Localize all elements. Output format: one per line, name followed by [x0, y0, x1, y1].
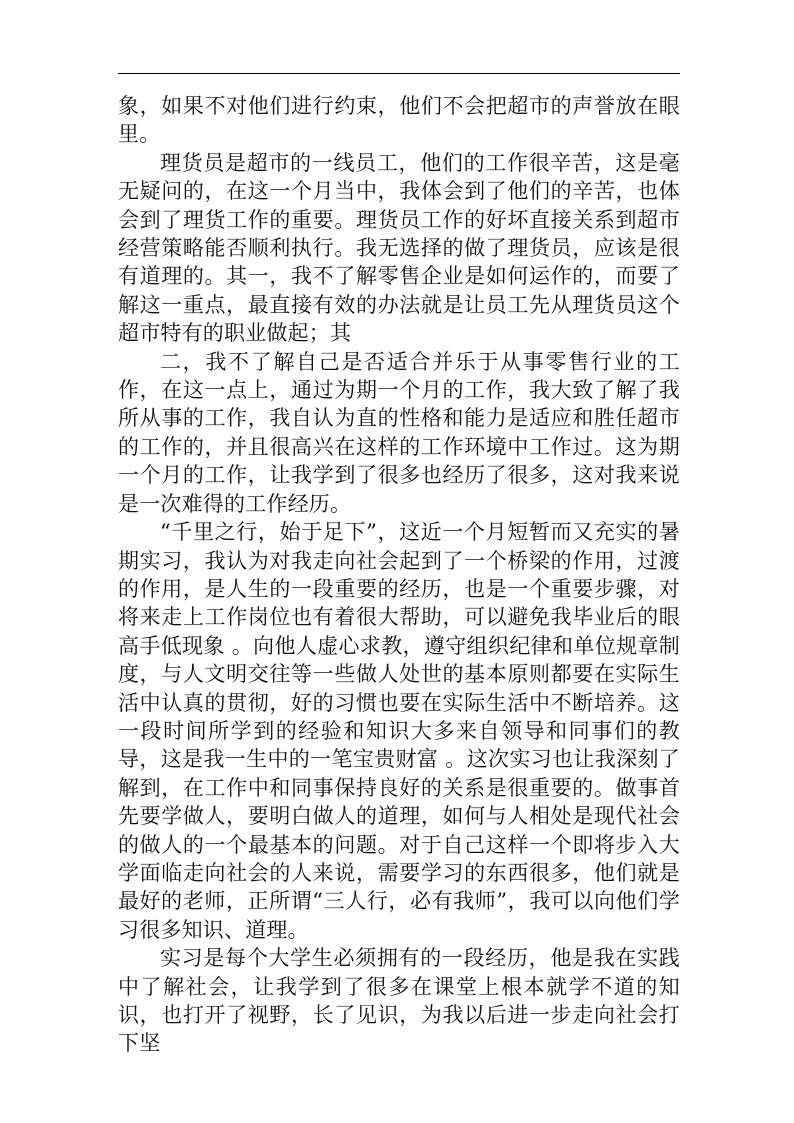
- paragraph-self-assessment: 二，我不了解自己是否适合并乐于从事零售行业的工作，在这一点上，通过为期一个月的工作，我大致了解了我所从事的工作，我自认为直的性格和能力是适应和胜任超市的工作的，并且很高兴在这样的工作环境中工作过。这为期一个月的工作，让我学到了很多也经历了很多，这对我来说是一次难得的工作经历。: [118, 349, 680, 516]
- paragraph-stocker-role: 理货员是超市的一线员工，他们的工作很辛苦，这是毫无疑问的，在这一个月当中，我体会到了他们的辛苦，也体会到了理货工作的重要。理货员工作的好坏直接关系到超市经营策略能否顺利执行。我无选择的做了理货员，应该是很有道理的。其一，我不了解零售企业是如何运作的，而要了解这一重点，最直接有效的办法就是让员工先从理货员这个超市特有的职业做起；其: [118, 150, 680, 346]
- paragraph-internship-reflection: “千里之行，始于足下”，这近一个月短暂而又充实的暑期实习，我认为对我走向社会起到了一个桥梁的作用，过渡的作用，是人生的一段重要的经历，也是一个重要步骤，对将来走上工作岗位也有着很大帮助，可以避免我毕业后的眼高手低现象 。向他人虚心求教，遵守组织纪律和单位规章制度，与人文明交往等一些做人处世的基本原则都要在实际生活中认真的贯彻，好的习惯也要在实际生活中不断培养。这一段时间所学到的经验和知识大多来自领导和同事们的教导，这是我一生中的一笔宝贵财富 。这次实习也让我深刻了解到，在工作中和同事保持良好的关系是很重要的。做事首先要学做人，要明白做人的道理，如何与人相处是现代社会的做人的一个最基本的问题。对于自己这样一个即将步入大学面临走向社会的人来说，需要学习的东西很多，他们就是最好的老师，正所谓“三人行，必有我师”，我可以向他们学习很多知识、道理。: [118, 520, 680, 942]
- paragraph-internship-value: 实习是每个大学生必须拥有的一段经历，他是我在实践中了解社会，让我学到了很多在课堂上根本就学不道的知识，也打开了视野，长了见识，为我以后进一步走向社会打下坚: [118, 946, 680, 1056]
- document-body: [118, 92, 680, 1058]
- header-rule: [118, 73, 680, 74]
- paragraph-continuation: 象，如果不对他们进行约束，他们不会把超市的声誉放在眼里。: [118, 94, 680, 147]
